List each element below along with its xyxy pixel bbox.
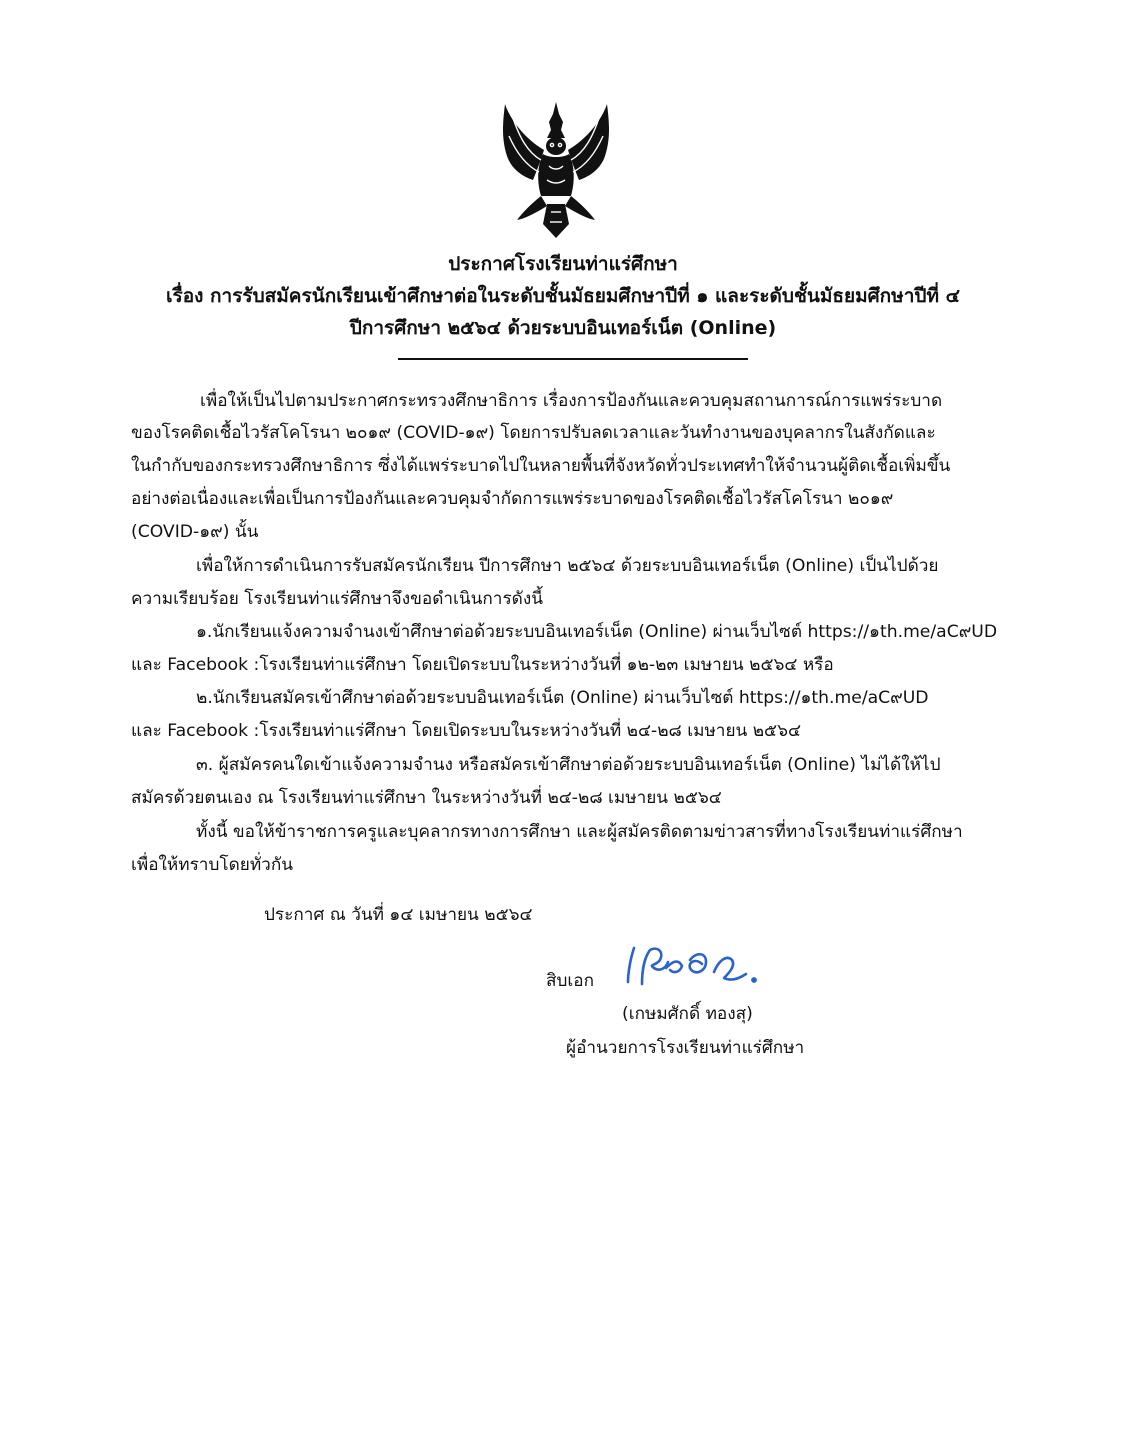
paragraph-1-line: อย่างต่อเนื่องและเพื่อเป็นการป้องกันและควบคุมจำกัดการแพร่ระบาดของโรคติดเชื้อไวรัสโคโรนา ๒๐๑๙: [131, 489, 894, 509]
handwritten-signature: [620, 938, 770, 996]
title-underline: [398, 358, 748, 360]
garuda-emblem-icon: [497, 100, 615, 240]
announcement-title: ประกาศโรงเรียนท่าแร่ศึกษา: [448, 253, 678, 275]
paragraph-1-line: เพื่อให้เป็นไปตามประกาศกระทรวงศึกษาธิการ เรื่องการป้องกันและควบคุมสถานการณ์การแพร่ระบาด: [200, 391, 943, 411]
paragraph-2-line: ความเรียบร้อย โรงเรียนท่าแร่ศึกษาจึงขอดำเนินการดังนี้: [131, 589, 543, 609]
closing-line: ทั้งนี้ ขอให้ข้าราชการครูและบุคลากรทางการศึกษา และผู้สมัครติดตามข่าวสารที่ทางโรงเรียนท่าแร่ศึกษา: [196, 822, 963, 842]
paragraph-2-line: เพื่อให้การดำเนินการรับสมัครนักเรียน ปีการศึกษา ๒๕๖๔ ด้วยระบบอินเทอร์เน็ต (Online) เป็นไปด้วย: [196, 556, 939, 576]
announcement-date: ประกาศ ณ วันที่ ๑๔ เมษายน ๒๕๖๔: [264, 905, 533, 925]
closing-line: เพื่อให้ทราบโดยทั่วกัน: [131, 855, 293, 875]
paragraph-1-line: ในกำกับของกระทรวงศึกษาธิการ ซึ่งได้แพร่ระบาดไปในหลายพื้นที่จังหวัดทั่วประเทศทำให้จำนวนผู้ติดเชื้อเพิ่มขึ้น: [131, 456, 951, 476]
list-item-1-line: และ Facebook :โรงเรียนท่าแร่ศึกษา โดยเปิดระบบในระหว่างวันที่ ๑๒-๒๓ เมษายน ๒๕๖๔ หรือ: [131, 655, 834, 675]
list-item-3-line: สมัครด้วยตนเอง ณ โรงเรียนท่าแร่ศึกษา ในระหว่างวันที่ ๒๔-๒๘ เมษายน ๒๕๖๔: [131, 788, 722, 808]
signer-rank: สิบเอก: [546, 971, 595, 991]
announcement-subject: เรื่อง การรับสมัครนักเรียนเข้าศึกษาต่อในระดับชั้นมัธยมศึกษาปีที่ ๑ และระดับชั้นมัธยมศึกษาปีที่ ๔: [166, 285, 960, 307]
paragraph-1-line: (COVID-๑๙) นั้น: [131, 522, 259, 542]
paragraph-1-line: ของโรคติดเชื้อไวรัสโคโรนา ๒๐๑๙ (COVID-๑๙) โดยการปรับลดเวลาและวันทำงานของบุคลากรในสังกัดและ: [131, 423, 936, 443]
list-item-2-line: ๒.นักเรียนสมัครเข้าศึกษาต่อด้วยระบบอินเทอร์เน็ต (Online) ผ่านเว็บไซต์ https://๑th.me/aC๙UD: [196, 688, 929, 708]
list-item-2-line: และ Facebook :โรงเรียนท่าแร่ศึกษา โดยเปิดระบบในระหว่างวันที่ ๒๔-๒๘ เมษายน ๒๕๖๔: [131, 721, 801, 741]
signer-position: ผู้อำนวยการโรงเรียนท่าแร่ศึกษา: [566, 1038, 805, 1058]
list-item-1-line: ๑.นักเรียนแจ้งความจำนงเข้าศึกษาต่อด้วยระบบอินเทอร์เน็ต (Online) ผ่านเว็บไซต์ https://๑th.me/aC๙UD: [196, 622, 998, 642]
announcement-subject-continued: ปีการศึกษา ๒๕๖๔ ด้วยระบบอินเทอร์เน็ต (Online): [349, 317, 777, 339]
list-item-3-line: ๓. ผู้สมัครคนใดเข้าแจ้งความจำนง หรือสมัครเข้าศึกษาต่อด้วยระบบอินเทอร์เน็ต (Online) ไม่ได้ให้ไป: [196, 755, 941, 775]
signer-name: (เกษมศักดิ์ ทองสุ): [622, 1004, 753, 1024]
